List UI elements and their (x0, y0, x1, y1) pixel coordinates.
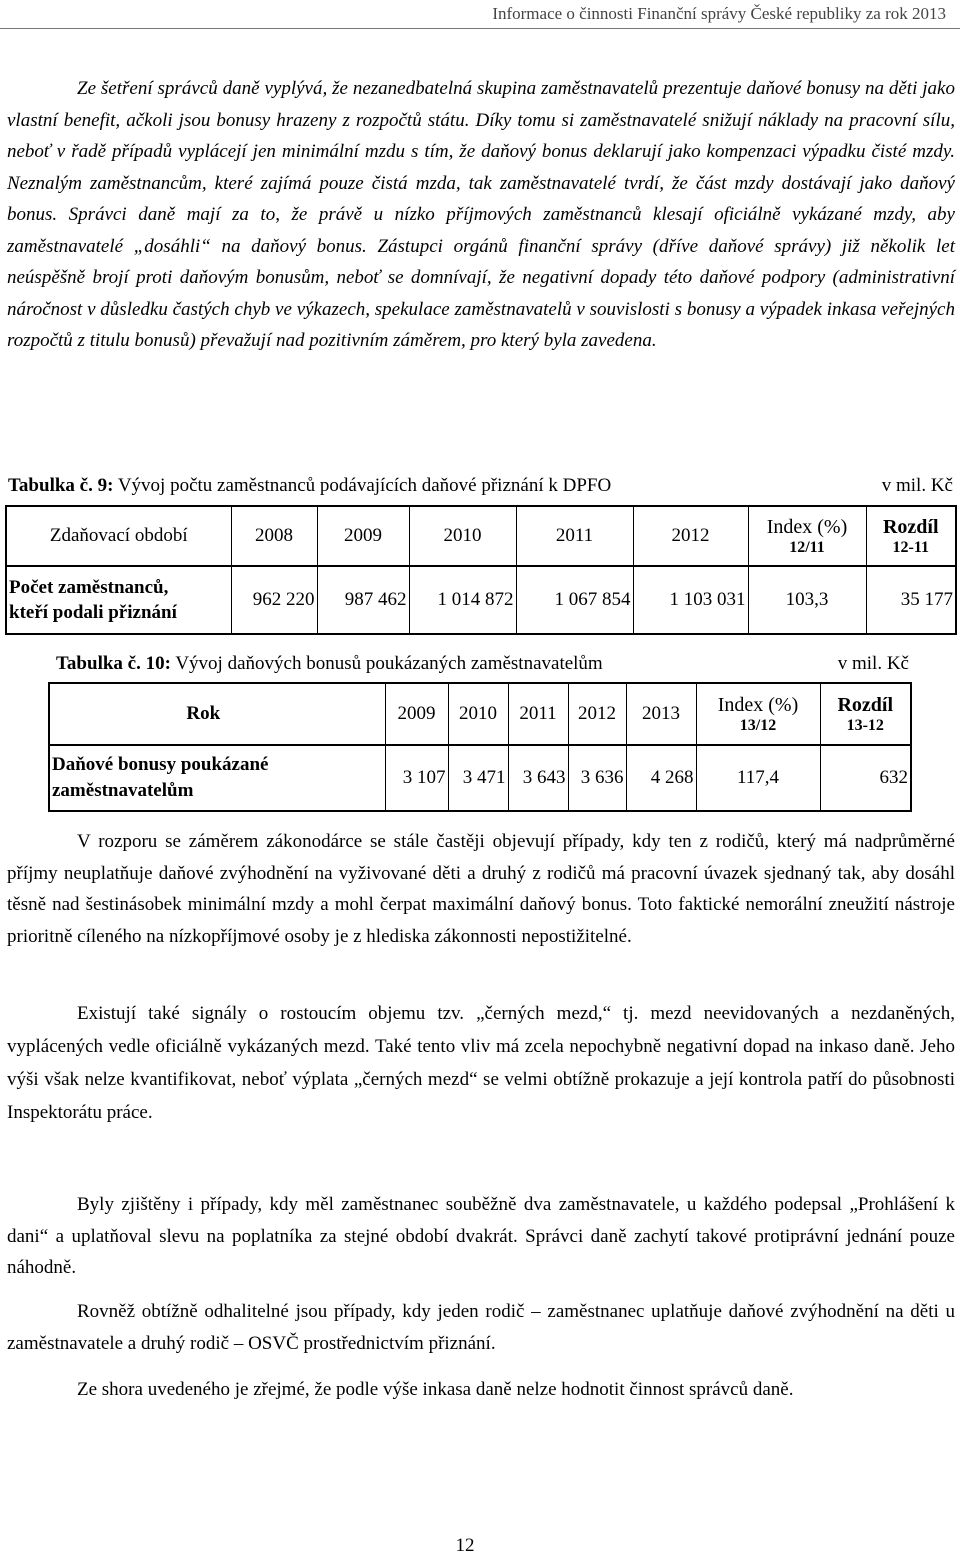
table9-cell: 1 103 031 (633, 566, 748, 634)
table9-header-year: 2009 (317, 506, 409, 566)
table10-header-year: 2010 (448, 683, 508, 745)
paragraph-parent-osvc: Rovněž obtížně odhalitelné jsou případy, kdy jeden rodič – zaměstnanec uplatňuje daňové zvýhodnění na děti u zaměstnavatele a druhý rodič – OSVČ prostřednictvím přiznání. (7, 1301, 955, 1354)
table9-diff-sub: 12-11 (892, 539, 929, 556)
paragraph-bonus-benefit: Ze šetření správců daně vyplývá, že nezanedbatelná skupina zaměstnavatelů prezentuje daňové bonusy na děti jako vlastní benefit, ačkoli jsou bonusy hrazeny z rozpočtů státu. Díky tomu si zaměstnavatelé snižují náklady na pracovní sílu, neboť v řadě případů vyplácejí jen minimální mzdu s tím, že daňový bonus deklarují jako kompenzaci výpadku čisté mzdy. Neznalým zaměstnancům, které zajímá pouze čistá mzda, tak zaměstnavatelé tvrdí, že část mzdy dostávají jako daňový bonus. Správci daně mají za to, že právě u nízko příjmových zaměstnanců klesají oficiálně vykázané mzdy, aby zaměstnavatelé „dosáhli“ na daňový bonus. Zástupci orgánů finanční správy (dříve daňové správy) již několik let neúspěšně brojí proti daňovým bonusům, neboť se domnívají, že negativní dopady této daňové podpory (administrativní náročnost v důsledku častých chyb ve výkazech, spekulace zaměstnavatelů v souvislosti s bonusy a výpadek inkasa veřejných rozpočtů z titulu bonusů) převažují nad pozitivním záměrem, pro který byla zavedena. (7, 78, 955, 351)
table10-caption (56, 653, 909, 675)
table9-header-row (6, 506, 956, 566)
table10-cell: 3 107 (385, 745, 448, 811)
table9-data-row (6, 566, 956, 634)
table10-cell: 3 643 (508, 745, 568, 811)
paragraph-parents-bonus: V rozporu se záměrem zákonodárce se stále častěji objevují případy, kdy ten z rodičů, který má nadprůměrné příjmy neuplatňuje daňové zvýhodnění na vyživované děti a druhý z rodičů má pracovní úvazek sjednaný tak, aby dosáhl těsně nad šestinásobek minimální mzdy a mohl čerpat maximální daňový bonus. Toto faktické nemorální zneužití nástroje prioritně cíleného na nízkopříjmové osoby je z hlediska zákonnosti nepostižitelné. (7, 831, 955, 947)
table9-header-index (748, 506, 866, 566)
table10-caption-text: Vývoj daňových bonusů poukázaných zaměstnavatelům (170, 653, 603, 674)
table10-cell: 3 636 (568, 745, 626, 811)
table10-header-year: 2011 (508, 683, 568, 745)
table10-caption-label: Tabulka č. 10: (56, 653, 171, 674)
table10-unit: v mil. Kč (837, 653, 909, 674)
header-divider (0, 28, 960, 29)
table9-index-label: Index (%) (766, 516, 848, 538)
table10-header-year: 2009 (385, 683, 448, 745)
table9-cell: 1 014 872 (409, 566, 516, 634)
table9-header-diff (866, 506, 956, 566)
table9-row-label: Počet zaměstnanců, kteří podali přiznání (6, 566, 231, 634)
paragraph-black-wages: Existují také signály o rostoucím objemu tzv. „černých mezd,“ tj. mezd neevidovaných a nezdaněných, vyplácených vedle oficiálně vykázaných mezd. Také tento vliv má zcela nepochybně negativní dopad na inkaso daně. Jeho výši však nelze kvantifikovat, neboť výplata „černých mezd“ se velmi obtížně prokazuje a její kontrola patří do působnosti Inspektorátu práce. (7, 1003, 955, 1123)
table9-caption-label: Tabulka č. 9: (8, 475, 114, 496)
table10-index-label: Index (%) (717, 694, 799, 716)
table10-diff-sub: 13-12 (846, 717, 884, 734)
table9-index-cell: 103,3 (748, 566, 866, 634)
table10-index-sub: 13/12 (739, 717, 777, 734)
page-header: Informace o činnosti Finanční správy České republiky za rok 2013 (492, 4, 946, 23)
table9-cell: 987 462 (317, 566, 409, 634)
table10-header-diff (820, 683, 911, 745)
table9-diff-label: Rozdíl (882, 516, 939, 538)
table10-index-cell: 117,4 (696, 745, 820, 811)
table10-cell: 4 268 (626, 745, 696, 811)
table10-header-row (49, 683, 911, 745)
table9-header-year: 2008 (231, 506, 317, 566)
table9-header-year: 2012 (633, 506, 748, 566)
table9-header-year: 2010 (409, 506, 516, 566)
table10 (48, 682, 912, 812)
table9-unit: v mil. Kč (881, 475, 953, 496)
table9 (5, 505, 957, 635)
paragraph-conclusion: Ze shora uvedeného je zřejmé, že podle výše inkasa daně nelze hodnotit činnost správců daně. (77, 1379, 794, 1400)
table9-header-year: 2011 (516, 506, 633, 566)
table10-diff-label: Rozdíl (837, 694, 894, 716)
table9-caption (8, 475, 953, 497)
table10-data-row (49, 745, 911, 811)
table9-header-period: Zdaňovací období (6, 506, 231, 566)
table10-header-year: 2012 (568, 683, 626, 745)
table10-cell: 3 471 (448, 745, 508, 811)
table9-caption-text: Vývoj počtu zaměstnanců podávajících daňové přiznání k DPFO (113, 475, 612, 496)
table10-diff-cell: 632 (820, 745, 911, 811)
table10-header-year-label: Rok (49, 683, 385, 745)
table10-row-label: Daňové bonusy poukázané zaměstnavatelům (49, 745, 385, 811)
table9-diff-cell: 35 177 (866, 566, 956, 634)
table10-header-index (696, 683, 820, 745)
table9-cell: 1 067 854 (516, 566, 633, 634)
page-number: 12 (455, 1535, 475, 1556)
table9-cell: 962 220 (231, 566, 317, 634)
table9-index-sub: 12/11 (789, 539, 825, 556)
paragraph-two-employers: Byly zjištěny i případy, kdy měl zaměstnanec souběžně dva zaměstnavatele, u každého podepsal „Prohlášení k dani“ a uplatňoval slevu na poplatníka za stejné období dvakrát. Správci daně zachytí takové protiprávní jednání pouze náhodně. (7, 1194, 955, 1278)
table10-header-year: 2013 (626, 683, 696, 745)
